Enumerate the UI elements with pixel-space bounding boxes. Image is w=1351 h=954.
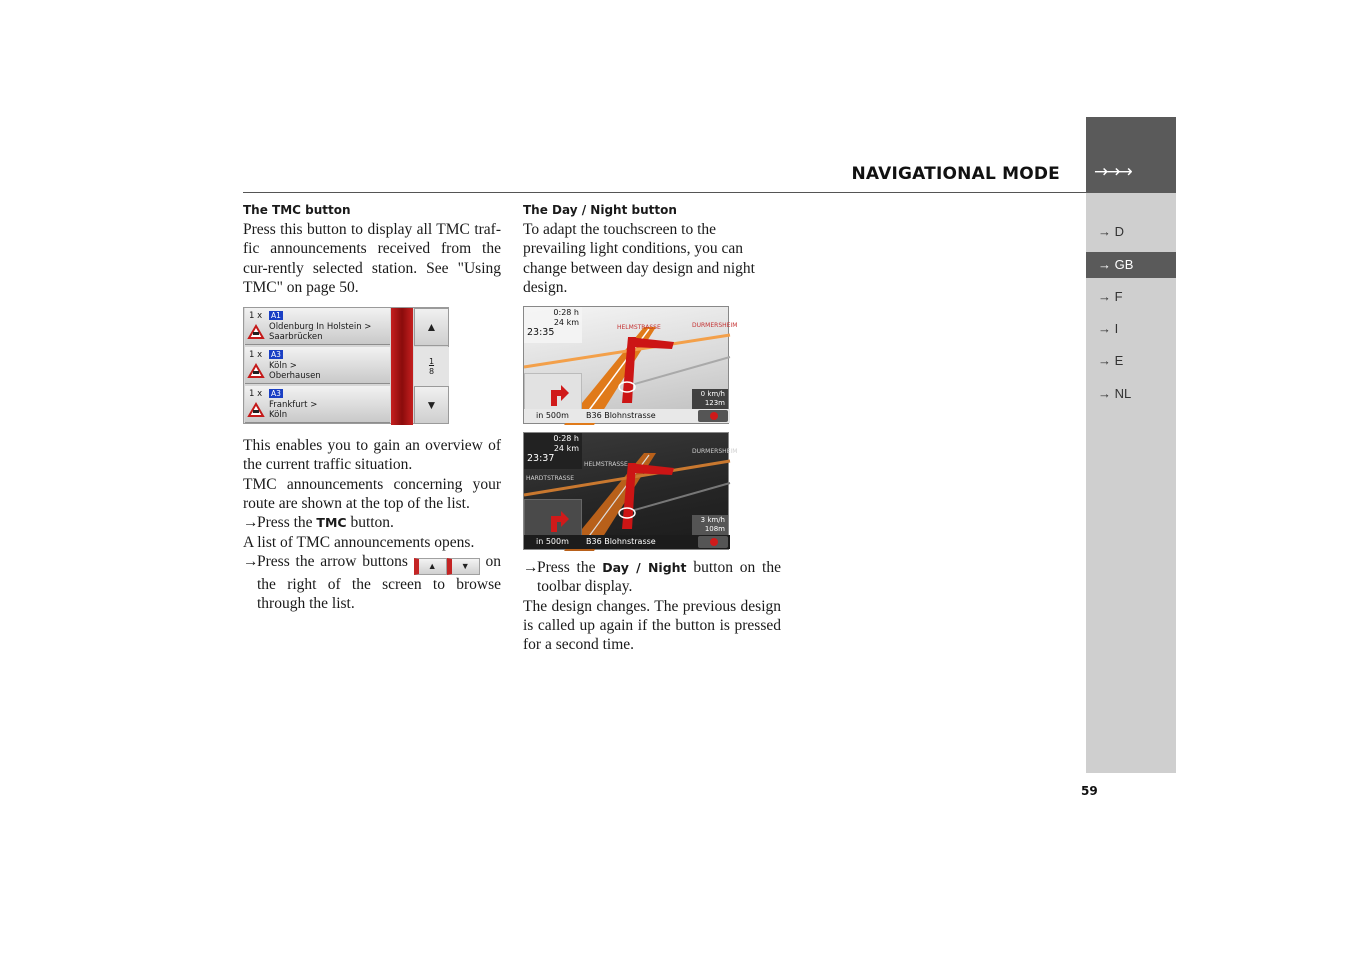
menu-button-icon[interactable] xyxy=(698,410,728,422)
chapter-title: NAVIGATIONAL MODE xyxy=(851,164,1060,184)
page-current: 1 xyxy=(428,356,435,366)
daynight-heading: The Day / Night button xyxy=(523,203,677,217)
turn-right-icon xyxy=(525,500,583,538)
traffic-warning-icon xyxy=(248,403,264,417)
tmc-route-to: Saarbrücken xyxy=(269,332,323,343)
map-town-label: DURMERSHEIM xyxy=(692,322,738,330)
nav-status-bar xyxy=(524,535,730,549)
distance-remaining: 24 km xyxy=(553,444,579,454)
step-press-tmc xyxy=(243,513,501,532)
arrival-time: 23:35 xyxy=(527,327,555,339)
lang-link-e[interactable]: → E xyxy=(1098,353,1124,368)
step-press-daynight xyxy=(523,558,781,597)
lang-link-d[interactable]: → D xyxy=(1098,224,1124,239)
tmc-route-to: Köln xyxy=(269,410,288,421)
daynight-result-text: The design changes. The previous design is called up again if the button is pressed for a second time. xyxy=(523,597,781,654)
menu-button-icon[interactable] xyxy=(698,536,728,548)
arrow-up-button-image: ▲ xyxy=(414,558,447,575)
tmc-count: 1 x xyxy=(249,389,263,400)
step-press-arrows xyxy=(243,552,501,614)
scroll-down-button[interactable]: ▼ xyxy=(414,386,449,424)
tmc-route-from: Oldenburg In Holstein > xyxy=(269,322,372,333)
map-town-label: HELMSTRASSE xyxy=(617,324,661,332)
lang-link-i[interactable]: → I xyxy=(1098,321,1119,336)
header-divider xyxy=(243,192,1086,193)
nav-screen-day xyxy=(523,306,738,424)
daynight-intro: To adapt the touchscreen to the prevailing light conditions, you can change between day design and night design. xyxy=(523,221,755,296)
arrival-time: 23:37 xyxy=(527,453,555,465)
arrow-down-button-image: ▼ xyxy=(447,558,480,575)
daynight-section xyxy=(523,202,781,655)
time-remaining: 0:28 h xyxy=(553,434,579,444)
current-speed: 0 km/h xyxy=(700,390,725,399)
tmc-list-item xyxy=(245,308,390,345)
tmc-list-item xyxy=(245,386,390,423)
step-arrow-icon: → xyxy=(243,514,259,532)
road-badge: A3 xyxy=(271,389,281,399)
scroll-up-button[interactable]: ▲ xyxy=(414,308,449,346)
step-text: button. xyxy=(346,514,394,532)
tmc-intro: Press this button to display all TMC traf-fic announcements received from the cur-rently selected station. See "Using TMC" on page 50. xyxy=(243,221,501,296)
page-total: 8 xyxy=(428,366,435,376)
tmc-heading: The TMC button xyxy=(243,203,351,217)
turn-distance: in 500m xyxy=(536,537,569,547)
time-remaining: 0:28 h xyxy=(553,308,579,318)
turn-arrow-panel xyxy=(524,499,582,537)
trip-info-panel xyxy=(524,307,582,343)
road-badge: A3 xyxy=(271,350,281,360)
lang-link-f[interactable]: → F xyxy=(1098,289,1123,304)
map-town-label: HELMSTRASSE xyxy=(584,461,628,469)
road-badge: A1 xyxy=(271,311,281,321)
page-indicator xyxy=(414,347,449,386)
chapter-arrows: →→→ xyxy=(1094,162,1131,182)
map-town-label: DURMERSHEIM xyxy=(692,448,738,456)
street-name: B36 Blohnstrasse xyxy=(586,537,656,547)
tmc-count: 1 x xyxy=(249,350,263,361)
tmc-count: 1 x xyxy=(249,311,263,322)
tmc-scroll-strip xyxy=(391,308,413,425)
tmc-section xyxy=(243,202,501,614)
traffic-warning-icon xyxy=(248,325,264,339)
tmc-result-text: A list of TMC announcements opens. xyxy=(243,533,475,551)
nav-status-bar xyxy=(524,409,730,423)
step-text: Press the xyxy=(257,514,317,532)
step-arrow-icon: → xyxy=(523,559,539,577)
tmc-overview-text: This enables you to gain an overview of the current traffic situation. xyxy=(243,437,501,474)
trip-info-panel xyxy=(524,433,582,469)
step-text: button on the toolbar display. xyxy=(537,559,781,596)
page-number: 59 xyxy=(1081,784,1098,798)
nav-screen-night xyxy=(523,432,738,550)
turn-arrow-panel xyxy=(524,373,582,411)
tmc-list-item xyxy=(245,347,390,384)
step-text: Press the arrow buttons xyxy=(257,552,408,570)
lang-link-gb[interactable]: → GB xyxy=(1086,252,1176,278)
step-text: on the right of the screen to browse through the list. xyxy=(257,552,502,613)
tmc-list-screenshot xyxy=(243,307,449,424)
turn-distance: in 500m xyxy=(536,411,569,421)
step-text: Press the xyxy=(537,559,603,577)
step-arrow-icon: → xyxy=(243,552,259,570)
map-town-label: HARDTSTRASSE xyxy=(526,475,574,483)
street-name: B36 Blohnstrasse xyxy=(586,411,656,421)
lang-link-nl[interactable]: → NL xyxy=(1098,386,1132,401)
tmc-route-to: Oberhausen xyxy=(269,371,321,382)
altitude: 108m xyxy=(704,525,725,534)
speed-altitude-panel xyxy=(692,515,728,535)
current-speed: 3 km/h xyxy=(700,516,725,525)
tmc-route-from: Köln > xyxy=(269,361,297,372)
tmc-button-label: TMC xyxy=(316,515,347,531)
altitude: 123m xyxy=(704,399,725,408)
distance-remaining: 24 km xyxy=(553,318,579,328)
speed-altitude-panel xyxy=(692,389,728,409)
tmc-route-text: TMC announcements concerning your route are shown at the top of the list. xyxy=(243,475,501,513)
turn-right-icon xyxy=(525,374,583,412)
traffic-warning-icon xyxy=(248,364,264,378)
daynight-button-label: Day / Night xyxy=(602,560,687,576)
language-sidebar xyxy=(1086,117,1176,773)
tmc-route-from: Frankfurt > xyxy=(269,400,318,411)
